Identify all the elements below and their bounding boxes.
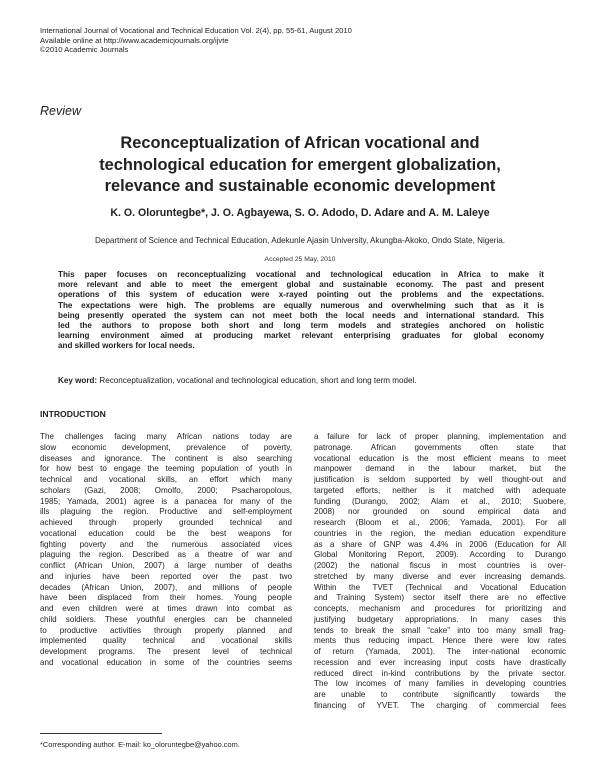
abstract-line: more relevant and able to meet the emergent global and sustainable economy. The past and present bbox=[58, 280, 544, 290]
body-line: technical and vocational skills, an effort which many bbox=[40, 475, 292, 484]
body-line: patronage. African governments often state that bbox=[314, 442, 566, 452]
footnote-divider bbox=[40, 733, 162, 734]
author-list: K. O. Oloruntegbe*, J. O. Agbayewa, S. O. Adodo, D. Adare and A. M. Laleye bbox=[110, 207, 490, 219]
body-line: child soldiers. These youthful energies can be channeled bbox=[40, 614, 292, 624]
body-line: countries in the region, the median education expenditure bbox=[314, 528, 566, 538]
body-line: conflict (African Union, 2007) a large number of deaths bbox=[40, 561, 292, 570]
keywords bbox=[58, 376, 544, 386]
body-line: for how best to engage the teeming population of youth in bbox=[40, 464, 292, 474]
body-line: implemented quality technical and vocational skills bbox=[40, 636, 292, 646]
abstract-line: led the authors to propose both short and long term models and strategies anchored on holistic bbox=[58, 321, 544, 331]
body-line: recession and ever increasing input costs have drastically bbox=[314, 657, 566, 667]
online-availability: Available online at http://www.academicjournals.org/ijvte bbox=[40, 35, 229, 45]
body-line: fighting poverty and the numerous associated vices bbox=[40, 539, 292, 549]
body-line: and vocational education in some of the countries seems bbox=[40, 657, 292, 667]
body-line: (2002) the national fiscus in most countries is over- bbox=[314, 561, 566, 570]
paper-title bbox=[40, 133, 560, 198]
body-line: financing of YVET. The charging of commercial fees bbox=[314, 700, 566, 710]
body-line: are unable to contribute significantly towards the bbox=[314, 690, 566, 699]
abstract-line: The expectations were high. The problems are equally numerous and overwhelming such that as it is bbox=[58, 300, 544, 310]
body-line: targeted efforts, neither is it matched with adequate bbox=[314, 485, 566, 495]
corresponding-author-footnote: *Corresponding author. E-mail: ko_oloruntegbe@yahoo.com. bbox=[40, 740, 240, 749]
body-line: manpower demand in the labour market, but the bbox=[314, 464, 566, 474]
body-line: scholars (Gazi, 2008; Omolfo, 2000; Psacharopolous, bbox=[40, 485, 292, 495]
accepted-date: Accepted 25 May, 2010 bbox=[264, 256, 336, 263]
abstract-line: operations of this system of education were x-rayed pointing out the problems and the expectations. bbox=[58, 290, 544, 300]
title-line: technological education for emergent globalization, bbox=[99, 155, 501, 174]
body-line: and Training System) sector itself there are no effective bbox=[314, 593, 566, 603]
body-line: decades (African Union, 2007), and millions of people bbox=[40, 582, 292, 592]
body-line: funding (Durango, 2002; Alam et al., 2010; Suobere, bbox=[314, 496, 566, 506]
body-line: ments thus reducing impact. Hence there were low rates bbox=[314, 636, 566, 646]
body-line: The challenges facing many African nations today are bbox=[40, 432, 292, 441]
abstract-line: This paper focuses on reconceptualizing vocational and technological education in Africa to make it bbox=[58, 270, 544, 279]
body-line: reduced direct in-kind contributions by the private sector. bbox=[314, 668, 566, 678]
body-line: The low incomes of many families in developing countries bbox=[314, 679, 566, 689]
body-line: 2008) nor grounded on sound empirical data and bbox=[314, 507, 566, 517]
body-line: slow economic development, prevalence of poverty, bbox=[40, 442, 292, 452]
body-line: research (Bloom et al., 2006; Yamada, 2001). For all bbox=[314, 518, 566, 527]
body-column-left bbox=[40, 432, 292, 669]
article-type-label: Review bbox=[40, 104, 81, 118]
copyright-notice: ©2010 Academic Journals bbox=[40, 45, 129, 55]
abstract bbox=[58, 270, 544, 352]
body-line: a failure for lack of proper planning, implementation and bbox=[314, 432, 566, 441]
keywords-label: Key word: bbox=[58, 376, 98, 385]
body-line: to productive activities through properly planned and bbox=[40, 625, 292, 635]
body-line: as a share of GNP was 4.4% in 2006 (Education for All bbox=[314, 539, 566, 549]
body-line: ills plaguing the region. Productive and self-employment bbox=[40, 507, 292, 517]
abstract-line: and skilled workers for local needs. bbox=[58, 341, 195, 351]
body-line: achieved through properly grounded technical and bbox=[40, 518, 292, 527]
body-line: tends to break the small “cake” into too many small frag- bbox=[314, 625, 566, 635]
journal-citation: International Journal of Vocational and Technical Education Vol. 2(4), pp. 55-61, August 2010 bbox=[40, 26, 352, 35]
body-line: justification is seldom supported by well thought-out and bbox=[314, 475, 566, 484]
section-heading-introduction: INTRODUCTION bbox=[40, 409, 106, 419]
body-line: development programs. The present level of technical bbox=[40, 647, 292, 656]
body-column-right bbox=[314, 432, 566, 712]
body-line: Global Monitoring Report, 2009). According to Durango bbox=[314, 550, 566, 560]
title-line: Reconceptualization of African vocational and bbox=[120, 134, 480, 152]
title-line: relevance and sustainable economic development bbox=[104, 177, 496, 195]
journal-header bbox=[40, 26, 352, 55]
keywords-text: Reconceptualization, vocational and technological education, short and long term model. bbox=[99, 376, 417, 385]
body-line: have been displaced from their homes. Young people bbox=[40, 593, 292, 603]
body-line: and injuries have been reported over the past two bbox=[40, 571, 292, 581]
body-line: stretched by many diverse and ever increasing demands. bbox=[314, 571, 566, 581]
abstract-line: being presently operated the system can not meet both the local needs and international standard. This bbox=[58, 310, 544, 320]
body-line: diseases and ignorance. The continent is also searching bbox=[40, 453, 292, 463]
body-line: Within the TVET (Technical and Vocational Education bbox=[314, 582, 566, 592]
body-line: 1985; Yamada, 2001) agree is a panacea for many of the bbox=[40, 496, 292, 506]
author-affiliation: Department of Science and Technical Education, Adekunle Ajasin University, Akungba-Akoko, Ondo State, Nigeria. bbox=[94, 236, 506, 245]
body-line: of return (Yamada, 2001). The inter-national economic bbox=[314, 647, 566, 656]
body-line: concepts, mechanism and procedures for prioritizing and bbox=[314, 604, 566, 613]
body-line: and even children were at times drawn into combat as bbox=[40, 604, 292, 613]
body-line: vocational education could be the best weapons for bbox=[40, 528, 292, 538]
body-line: justifying budgetary appropriations. In many cases this bbox=[314, 614, 566, 624]
body-line: plaguing the region. Described as a theatre of war and bbox=[40, 550, 292, 560]
body-line: vocational education is the most efficient means to meet bbox=[314, 453, 566, 463]
abstract-line: learning environment aimed at producing market relevant enterprising graduates for global economy bbox=[58, 331, 544, 341]
